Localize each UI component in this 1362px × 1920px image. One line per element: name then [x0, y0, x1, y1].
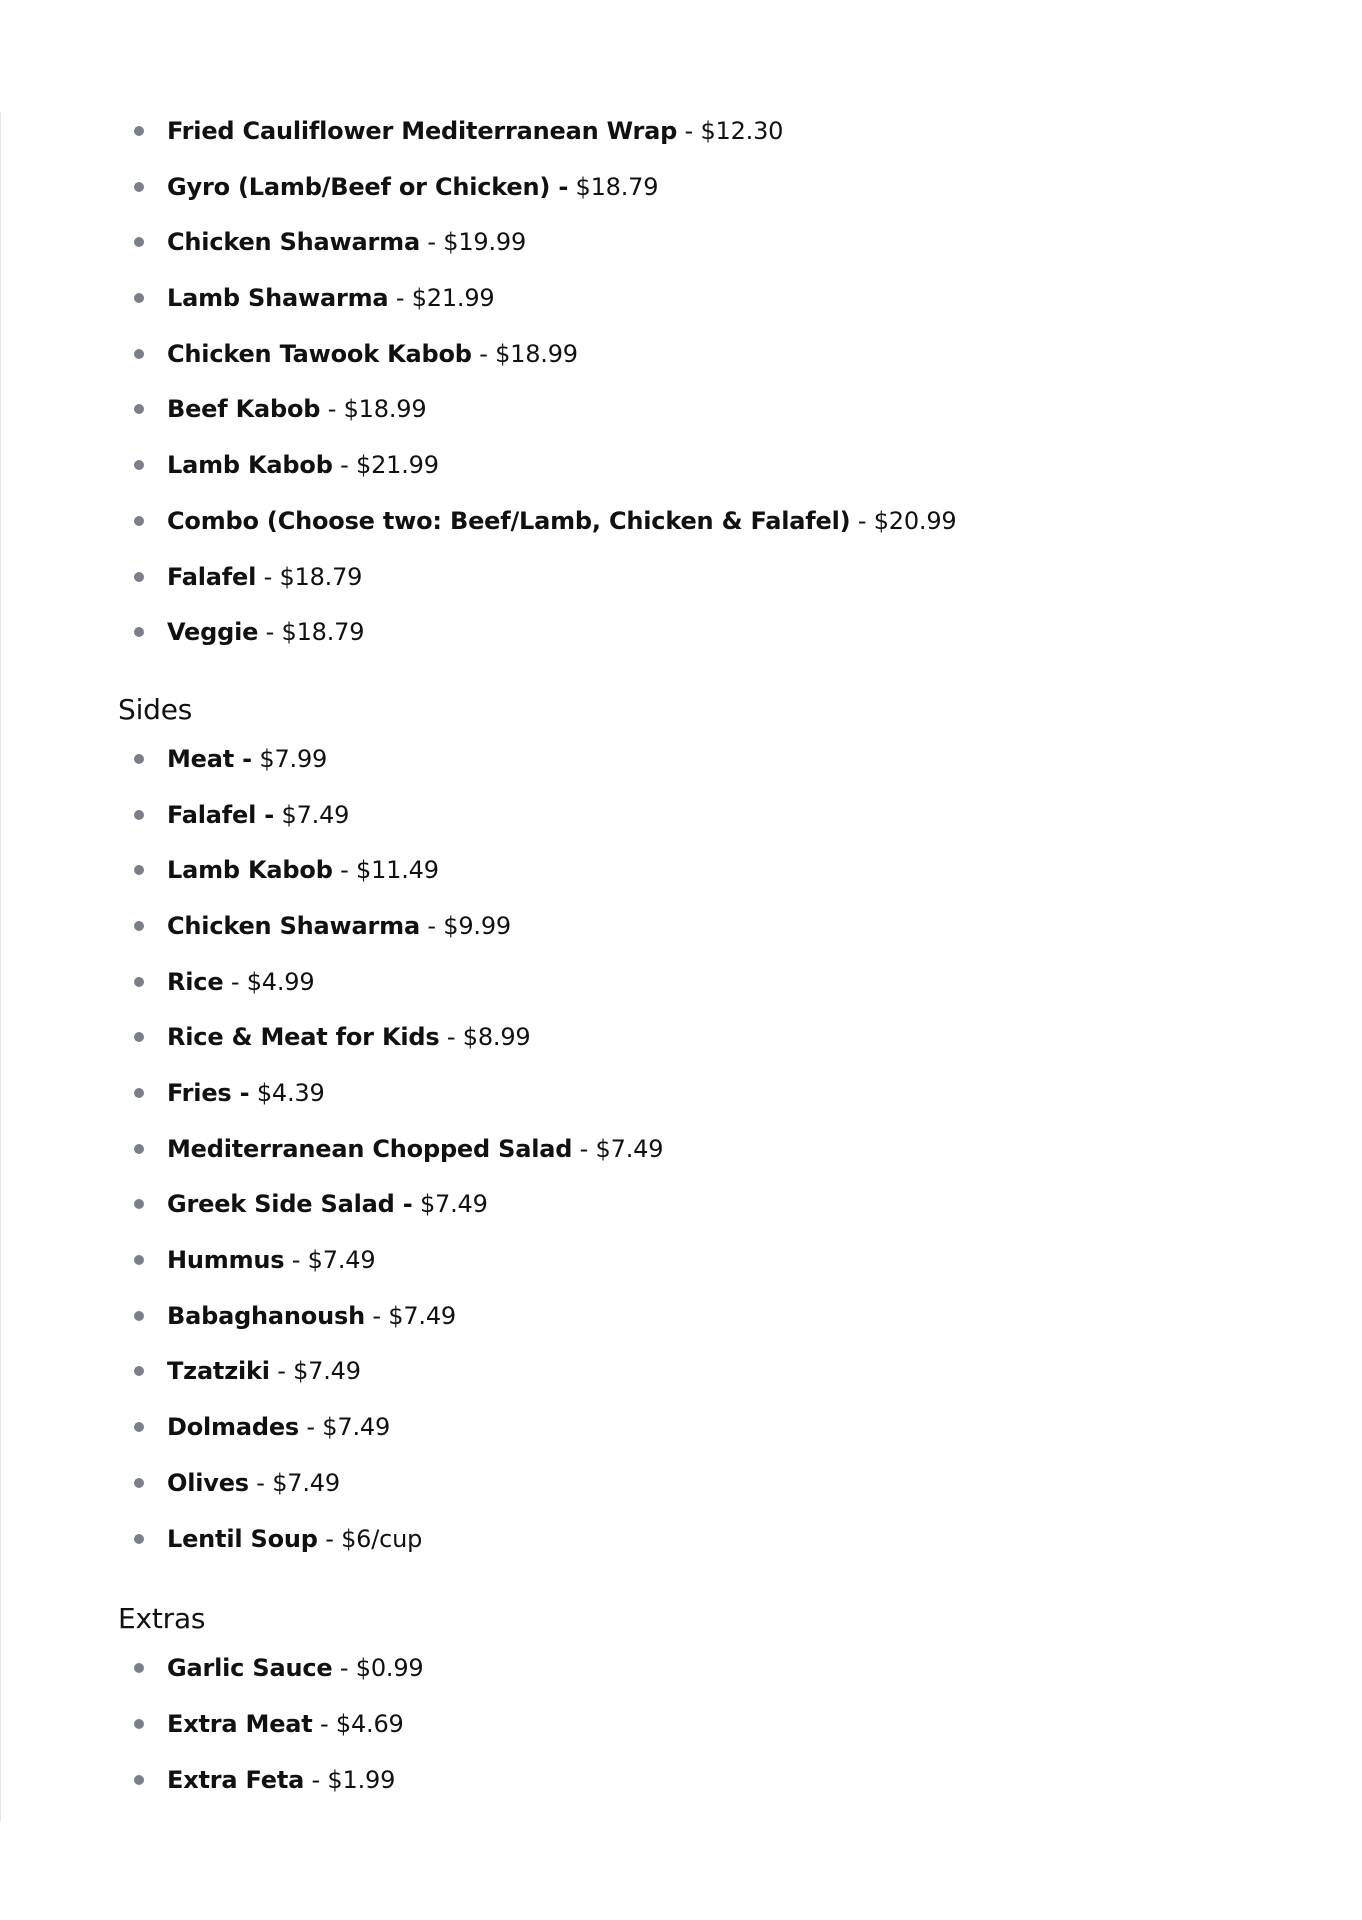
menu-item	[118, 166, 1298, 222]
item-name: Fries -	[167, 1079, 250, 1107]
item-price: - $7.49	[572, 1134, 664, 1163]
bullet-icon	[134, 1422, 144, 1432]
bullet-icon	[134, 1032, 144, 1042]
item-price: $4.39	[249, 1079, 325, 1107]
menu-item	[118, 110, 1298, 166]
menu-item	[118, 1518, 1298, 1574]
item-price: - $4.99	[223, 967, 315, 996]
menu-item	[118, 221, 1298, 277]
item-name: Chicken Tawook Kabob	[167, 339, 472, 368]
menu-item	[118, 794, 1298, 850]
item-name: Lamb Shawarma	[167, 284, 389, 313]
item-name: Greek Side Salad -	[167, 1190, 413, 1219]
item-price: - $7.49	[248, 1468, 340, 1497]
menu-item	[118, 849, 1298, 905]
item-price: - $7.49	[364, 1301, 456, 1330]
bullet-icon	[134, 865, 144, 875]
item-price: - $9.99	[419, 911, 511, 940]
item-price: - $18.79	[258, 618, 365, 647]
bullet-icon	[134, 977, 144, 987]
item-name: Rice & Meat for Kids	[167, 1023, 440, 1052]
menu-item	[118, 1350, 1298, 1406]
bullet-icon	[134, 349, 144, 359]
bullet-icon	[134, 404, 144, 414]
menu-item	[118, 611, 1298, 667]
item-price: - $18.79	[256, 562, 363, 591]
bullet-icon	[134, 1366, 144, 1376]
item-name: Gyro (Lamb/Beef or Chicken) -	[167, 172, 569, 201]
page-edge-divider	[0, 112, 1, 1822]
item-name: Olives	[167, 1468, 249, 1497]
item-price: - $7.49	[284, 1246, 376, 1275]
item-price: - $20.99	[850, 506, 957, 535]
item-name: Mediterranean Chopped Salad	[167, 1134, 573, 1163]
menu-item	[118, 333, 1298, 389]
bullet-icon	[134, 293, 144, 303]
item-price: - $7.49	[298, 1413, 391, 1442]
bullet-icon	[134, 627, 144, 637]
item-name: Dolmades	[167, 1413, 299, 1442]
sides-heading: Sides	[118, 692, 193, 726]
item-price: - $18.99	[320, 395, 427, 424]
bullet-icon	[134, 460, 144, 470]
menu-item	[118, 738, 1298, 794]
item-name: Lentil Soup	[167, 1524, 318, 1553]
item-price: $7.99	[251, 744, 328, 773]
menu-item	[118, 905, 1298, 961]
item-name: Extra Feta	[167, 1765, 305, 1794]
extras-heading: Extras	[118, 1602, 206, 1636]
sides-list	[118, 738, 1298, 1573]
item-name: Rice	[167, 967, 224, 996]
item-price: - $11.49	[332, 856, 439, 885]
item-name: Combo (Choose two: Beef/Lamb, Chicken & Falafel)	[167, 506, 851, 535]
bullet-icon	[134, 1144, 144, 1154]
item-price: $7.49	[274, 800, 350, 829]
item-name: Meat -	[167, 744, 252, 773]
menu-item	[118, 1406, 1298, 1462]
item-price: - $7.49	[269, 1357, 361, 1386]
bullet-icon	[134, 1719, 144, 1729]
item-price: - $8.99	[439, 1023, 531, 1052]
bullet-icon	[134, 1255, 144, 1265]
menu-content	[118, 110, 1298, 1814]
item-name: Falafel -	[167, 800, 275, 829]
item-price: - $18.99	[471, 339, 578, 368]
bullet-icon	[134, 1199, 144, 1209]
menu-item	[118, 1295, 1298, 1351]
item-name: Lamb Kabob	[167, 451, 333, 480]
menu-item	[118, 1128, 1298, 1184]
bullet-icon	[134, 126, 144, 136]
bullet-icon	[134, 516, 144, 526]
item-name: Falafel	[167, 562, 257, 591]
menu-item	[118, 1462, 1298, 1518]
menu-item	[118, 1016, 1298, 1072]
menu-item	[118, 500, 1298, 556]
extras-list	[118, 1647, 1298, 1814]
menu-item	[118, 961, 1298, 1017]
bullet-icon	[134, 1311, 144, 1321]
bullet-icon	[134, 754, 144, 764]
bullet-icon	[134, 1534, 144, 1544]
item-price: - $1.99	[304, 1765, 396, 1794]
menu-item	[118, 1239, 1298, 1295]
menu-item	[118, 1647, 1298, 1703]
item-price: $7.49	[412, 1190, 488, 1219]
item-price: - $0.99	[332, 1654, 424, 1683]
item-name: Garlic Sauce	[167, 1654, 333, 1683]
bullet-icon	[134, 810, 144, 820]
item-price: - $12.30	[677, 117, 784, 145]
item-name: Chicken Shawarma	[167, 911, 420, 940]
item-price: - $19.99	[419, 228, 527, 257]
menu-item	[118, 444, 1298, 500]
menu-item	[118, 1703, 1298, 1759]
bullet-icon	[134, 1088, 144, 1098]
item-name: Hummus	[167, 1246, 285, 1275]
bullet-icon	[134, 921, 144, 931]
bullet-icon	[134, 1478, 144, 1488]
bullet-icon	[134, 1775, 144, 1785]
item-name: Beef Kabob	[167, 395, 321, 424]
item-price: - $4.69	[312, 1709, 404, 1738]
menu-item	[118, 388, 1298, 444]
item-name: Chicken Shawarma	[167, 228, 420, 257]
item-price: $18.79	[568, 172, 659, 201]
item-name: Veggie	[167, 618, 259, 647]
item-name: Lamb Kabob	[167, 856, 333, 885]
bullet-icon	[134, 1663, 144, 1673]
menu-item	[118, 1759, 1298, 1815]
item-name: Babaghanoush	[167, 1301, 365, 1330]
item-price: - $6/cup	[317, 1524, 423, 1553]
item-price: - $21.99	[388, 284, 495, 313]
wraps-list	[118, 110, 1298, 667]
menu-item	[118, 1072, 1298, 1128]
bullet-icon	[134, 182, 144, 192]
bullet-icon	[134, 237, 144, 247]
item-name: Tzatziki	[167, 1357, 270, 1386]
item-price: - $21.99	[332, 451, 439, 480]
menu-item	[118, 556, 1298, 612]
menu-item	[118, 277, 1298, 333]
item-name: Fried Cauliflower Mediterranean Wrap	[167, 117, 678, 145]
bullet-icon	[134, 572, 144, 582]
menu-item	[118, 1183, 1298, 1239]
item-name: Extra Meat	[167, 1709, 313, 1738]
